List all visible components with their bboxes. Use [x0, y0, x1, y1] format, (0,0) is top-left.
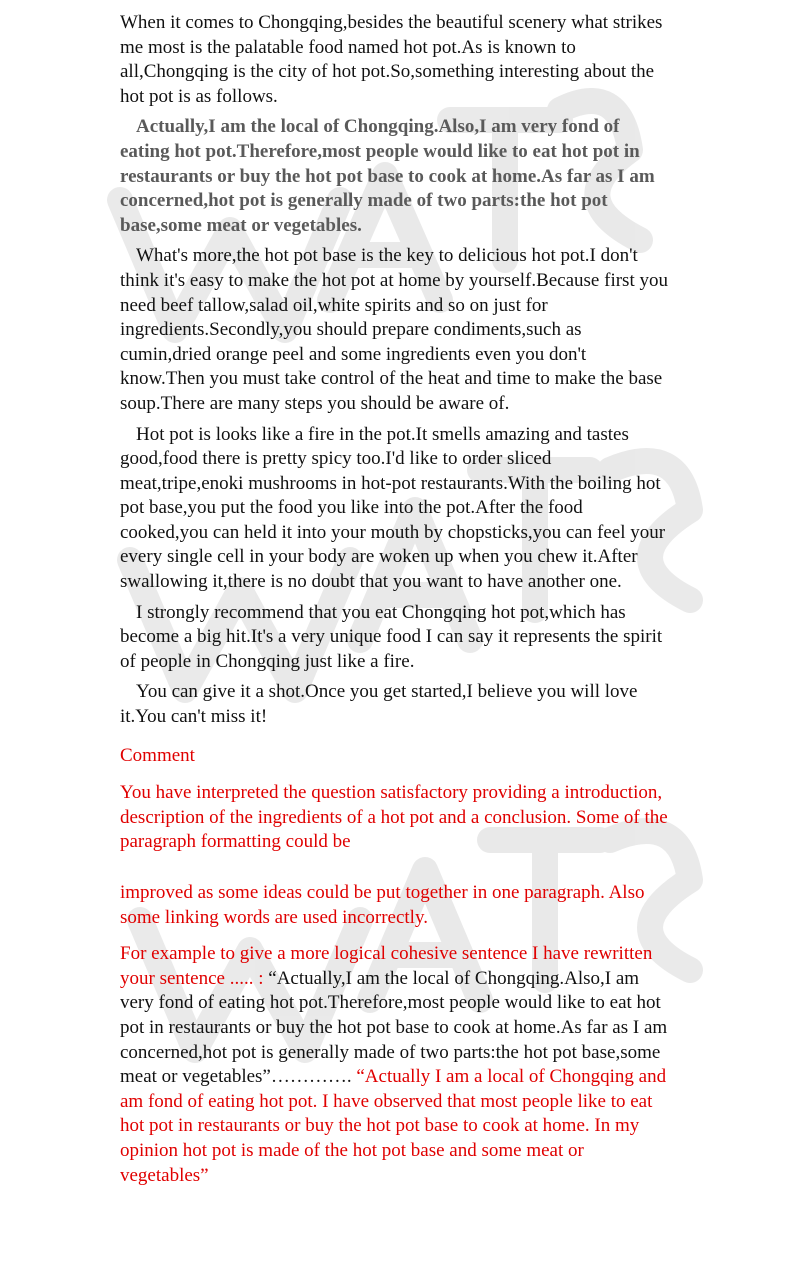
- essay-paragraph-5: I strongly recommend that you eat Chongqing hot pot,which has become a big hit.It's a very unique food I can say it represents the spirit of people in Chongqing just like a fire.: [120, 601, 663, 672]
- essay-paragraph-4: Hot pot is looks like a fire in the pot.It smells amazing and tastes good,food there is pretty spicy too.I'd like to order sliced meat,tripe,enoki mushrooms in hot-pot restaurants.With the boiling hot pot base,you put the food you like into the pot.After the food cooked,you can held it into your mouth by chopsticks,you can feel your every single cell in your body are woken up when you chew it.After swallowing it,there is no doubt that you want to have another one.: [120, 423, 666, 593]
- comment-paragraph-3: [120, 942, 673, 1188]
- comment-heading: Comment: [120, 744, 195, 766]
- essay-paragraph-6: You can give it a shot.Once you get started,I believe you will love it.You can't miss it!: [120, 681, 638, 728]
- comment-paragraph-1: You have interpreted the question satisfactory providing a introduction, description of the ingredients of a hot pot and a conclusion. Some of the paragraph formatting could be: [120, 782, 668, 853]
- essay-paragraph-3: What's more,the hot pot base is the key to delicious hot pot.I don't think it's easy to make the hot pot at home by yourself.Because first you need beef tallow,salad oil,white spirits and so on just for ingredients.Secondly,you should prepare condiments,such as cumin,dried orange peel and some ingredients even you don't know.Then you must take control of the heat and time to make the base soup.There are many steps you should be aware of.: [120, 245, 668, 414]
- comment-paragraph-2: improved as some ideas could be put together in one paragraph. Also some linking words are used incorrectly.: [120, 882, 645, 928]
- rewritten-sentence-quote: “Actually I am a local of Chongqing and am fond of eating hot pot. I have observed that most people like to eat hot pot in restaurants or buy the hot pot base to cook at home. In my opinion hot pot is made of the hot pot base and some meat or vegetables”: [120, 1066, 667, 1186]
- comment-intro-text: For example to give a more logical cohesive sentence I have rewritten your sentence ..... :: [120, 943, 653, 989]
- essay-paragraph-1: When it comes to Chongqing,besides the beautiful scenery what strikes me most is the palatable food named hot pot.As is known to all,Chongqing is the city of hot pot.So,something interesting about the hot pot is as follows.: [120, 12, 663, 107]
- original-sentence-quote: “Actually,I am the local of Chongqing.Also,I am very fond of eating hot pot.Therefore,most people would like to eat hot pot in restaurants or buy the hot pot base to cook at home.As far as I am concerned,hot pot is generally made of two parts:the hot pot base,some meat or vegetables”………….: [120, 967, 668, 1088]
- essay-paragraph-2: Actually,I am the local of Chongqing.Also,I am very fond of eating hot pot.Therefore,most people would like to eat hot pot in restaurants or buy the hot pot base to cook at home.As far as I am concerned,hot pot is generally made of two parts:the hot pot base,some meat or vegetables.: [120, 116, 655, 236]
